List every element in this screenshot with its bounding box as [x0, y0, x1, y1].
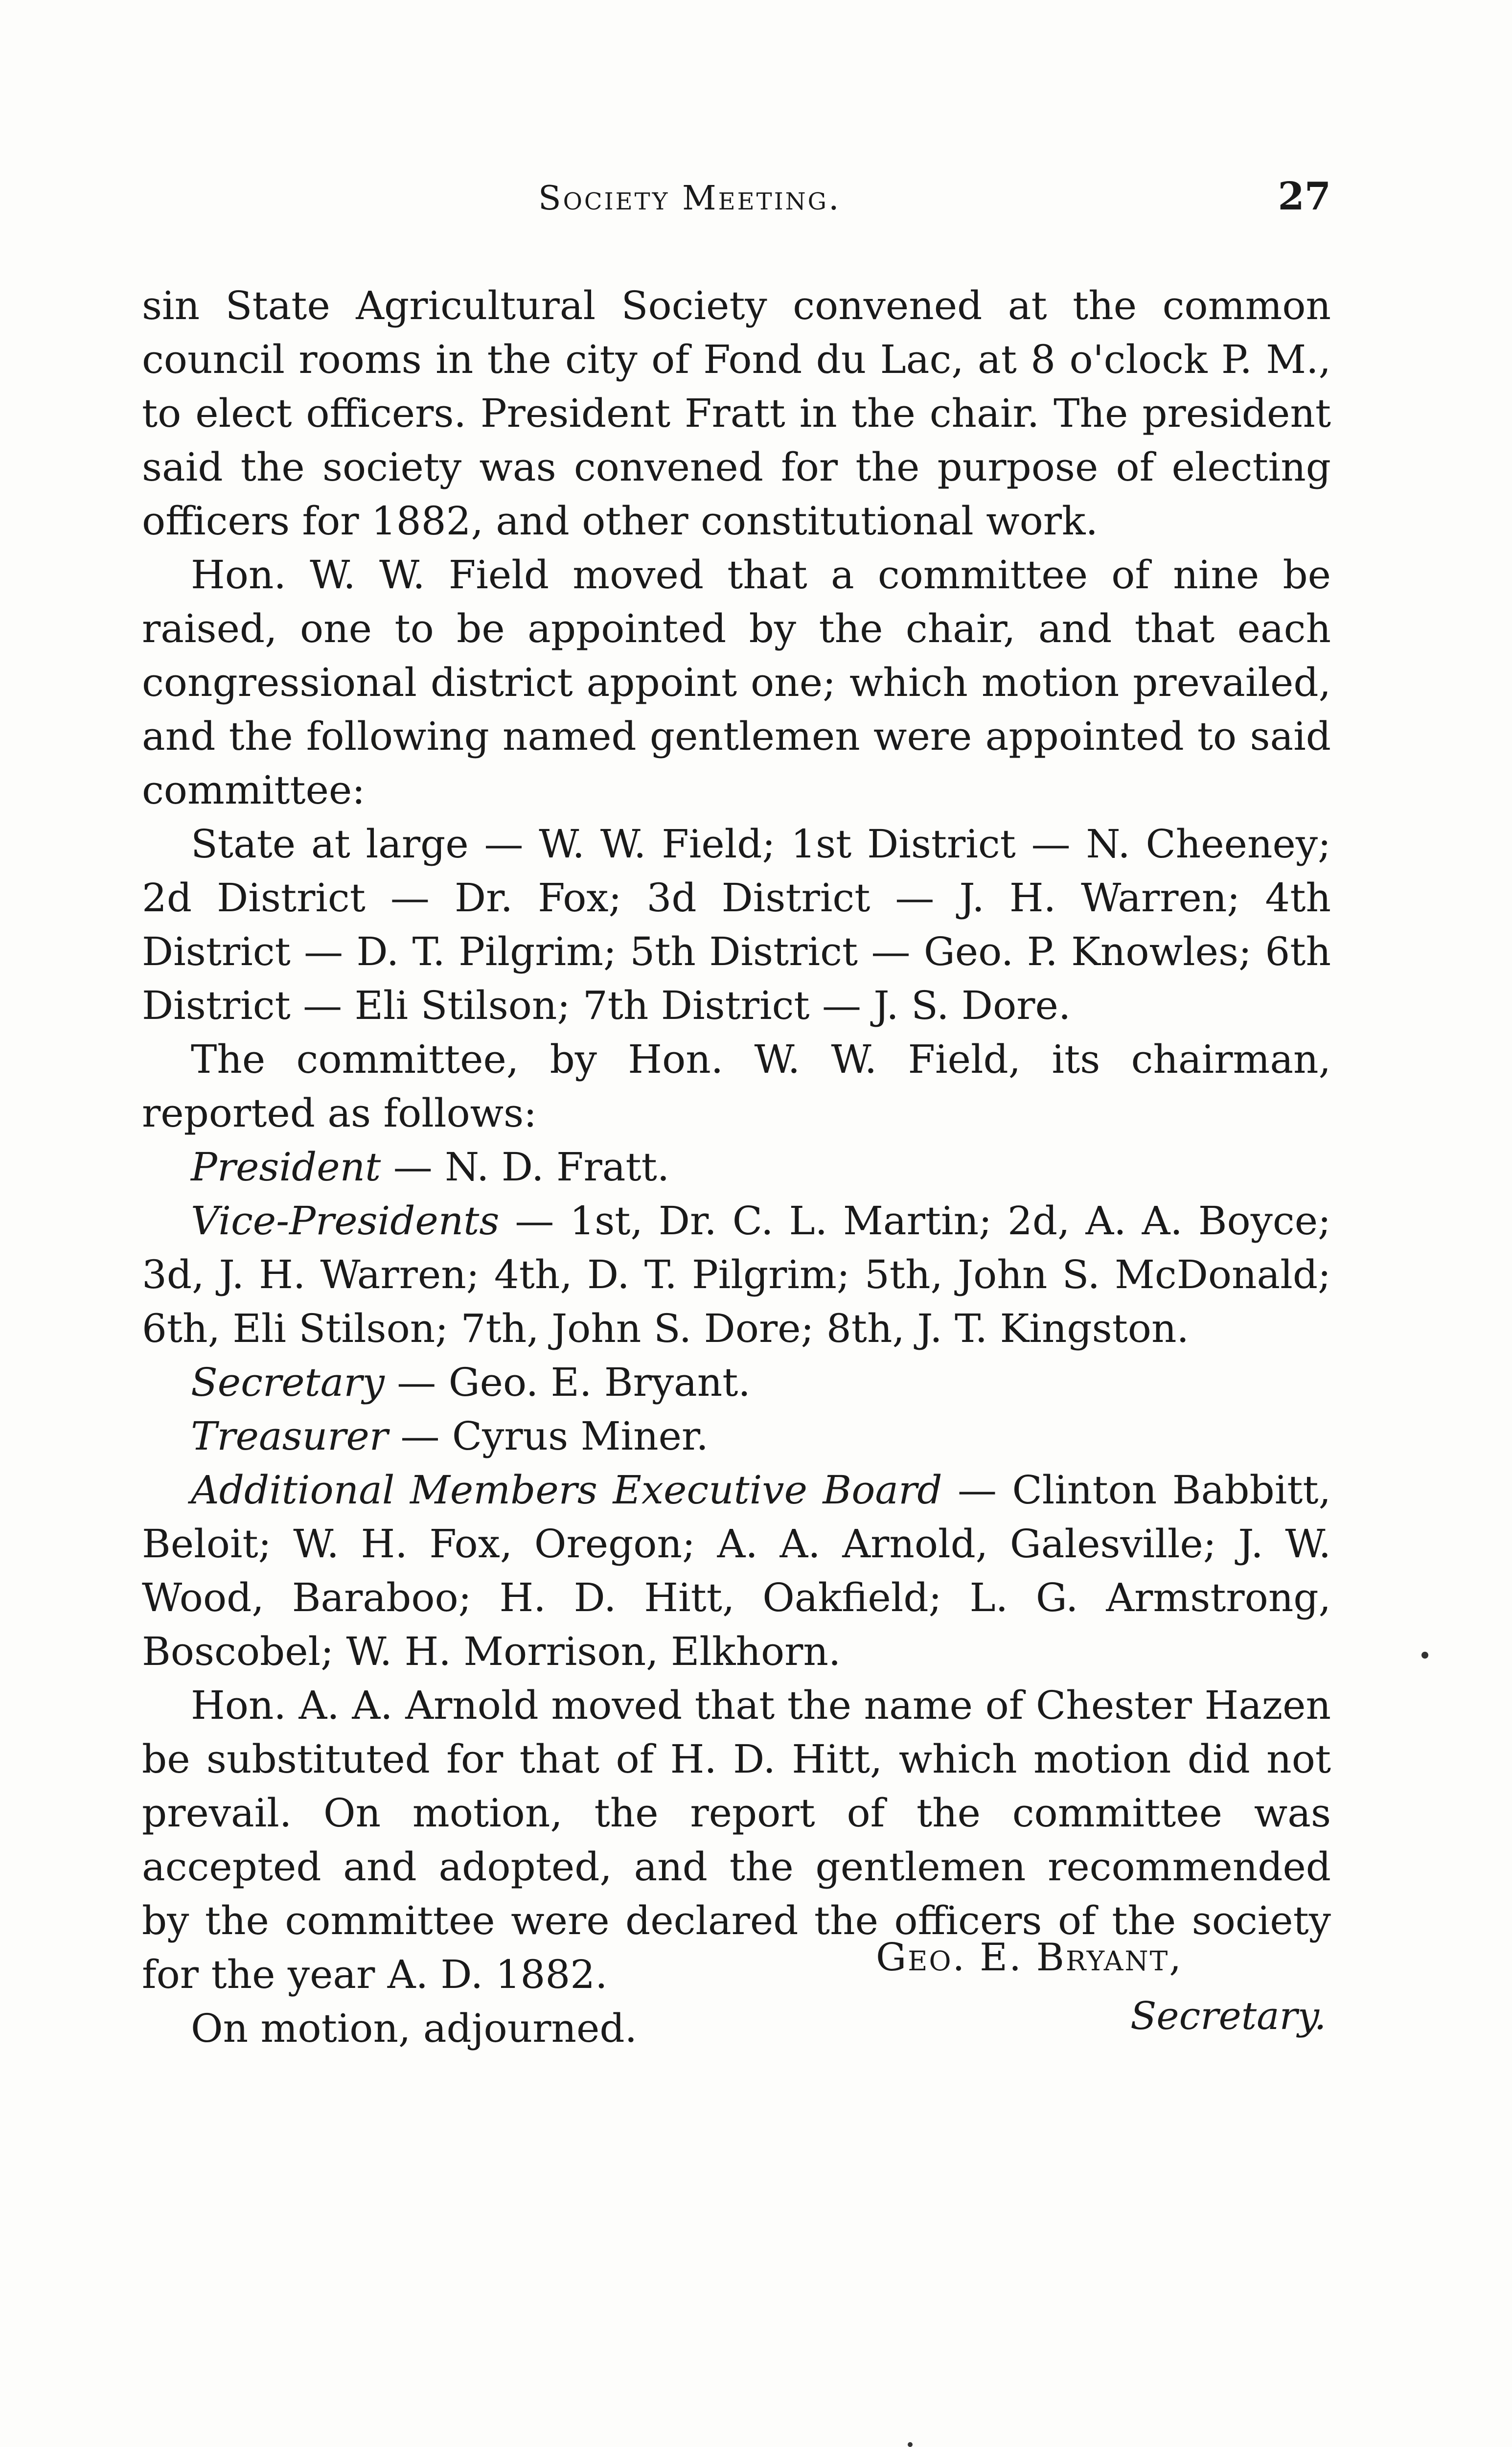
officer-entry — [142, 1463, 1331, 1679]
page-number: 27 — [1278, 174, 1331, 219]
office-holders: Geo. E. Bryant. — [448, 1360, 751, 1405]
signature-block — [876, 1928, 1327, 2046]
paragraph-motion: Hon. W. W. Field moved that a committee of nine be raised, one to be appointed by the chair, and that each congressional district appoint one; which motion prevailed, and the following named gentlemen were appointed to said committee: — [142, 552, 1331, 813]
officer-entry — [142, 1356, 1331, 1409]
signature-title: Secretary. — [1130, 1994, 1327, 2038]
paragraph-opening: sin State Agricultural Society convened at the common council rooms in the city of Fond du Lac, at 8 o'clock P. M., to elect officers. President Fratt in the chair. The president said the society was convened for the purpose of electing officers for 1882, and other constitutional work. — [142, 283, 1331, 544]
paragraph-report: The committee, by Hon. W. W. Field, its chairman, reported as follows: — [142, 1037, 1331, 1136]
dash-separator: — — [499, 1198, 570, 1244]
office-title: Vice-Presidents — [191, 1198, 500, 1244]
dash-separator: — — [388, 1413, 452, 1459]
scan-speck — [1421, 1652, 1428, 1659]
office-title: Additional Members Executive Board — [191, 1467, 942, 1513]
officer-entry — [142, 1409, 1331, 1463]
officers-list — [142, 1140, 1331, 1679]
dash-separator: — — [942, 1467, 1012, 1513]
office-holders: N. D. Fratt. — [445, 1144, 670, 1190]
office-holders: Cyrus Miner. — [452, 1413, 709, 1459]
signature-name: Geo. E. Bryant, — [876, 1936, 1183, 1980]
office-title: Secretary — [191, 1360, 385, 1405]
scan-speck — [908, 2442, 913, 2447]
office-title: President — [191, 1144, 381, 1190]
paragraph-committee-members: State at large — W. W. Field; 1st District — N. Cheeney; 2d District — Dr. Fox; 3d District — J. H. Warren; 4th District — D. T. Pilgrim; 5th District — Geo. P. Knowles; 6th District — Eli Stilson; 7th District — J. S. Dore. — [142, 821, 1331, 1028]
running-title: Society Meeting. — [538, 179, 841, 218]
dash-separator: — — [384, 1360, 449, 1405]
officer-entry — [142, 1140, 1331, 1194]
office-holders: 1st, Dr. C. L. Martin; 2d, A. A. Boyce; 3d, J. H. Warren; 4th, D. T. Pilgrim; 5th, John S. McDonald; 6th, Eli Stilson; 7th, John S. Dore; 8th, J. T. Kingston. — [142, 1198, 1331, 1351]
body-text — [142, 279, 1331, 2055]
running-head — [142, 174, 1331, 233]
officer-entry — [142, 1194, 1331, 1356]
paragraph-adjourned: On motion, adjourned. — [191, 2006, 637, 2051]
dash-separator: — — [381, 1144, 445, 1190]
paragraph-amendment: Hon. A. A. Arnold moved that the name of Chester Hazen be substituted for that of H. D. Hitt, which motion did not prevail. On motion, the report of the committee was accepted and adopted, and the gentlemen recommended by the committee were declared the officers of the society for the year A. D. 1882. — [142, 1683, 1331, 1997]
office-title: Treasurer — [191, 1413, 389, 1459]
office-holders: Clinton Babbitt, Beloit; W. H. Fox, Oregon; A. A. Arnold, Galesville; J. W. Wood, Baraboo; H. D. Hitt, Oakfield; L. G. Armstrong, Boscobel; W. H. Morrison, Elkhorn. — [142, 1467, 1331, 1674]
